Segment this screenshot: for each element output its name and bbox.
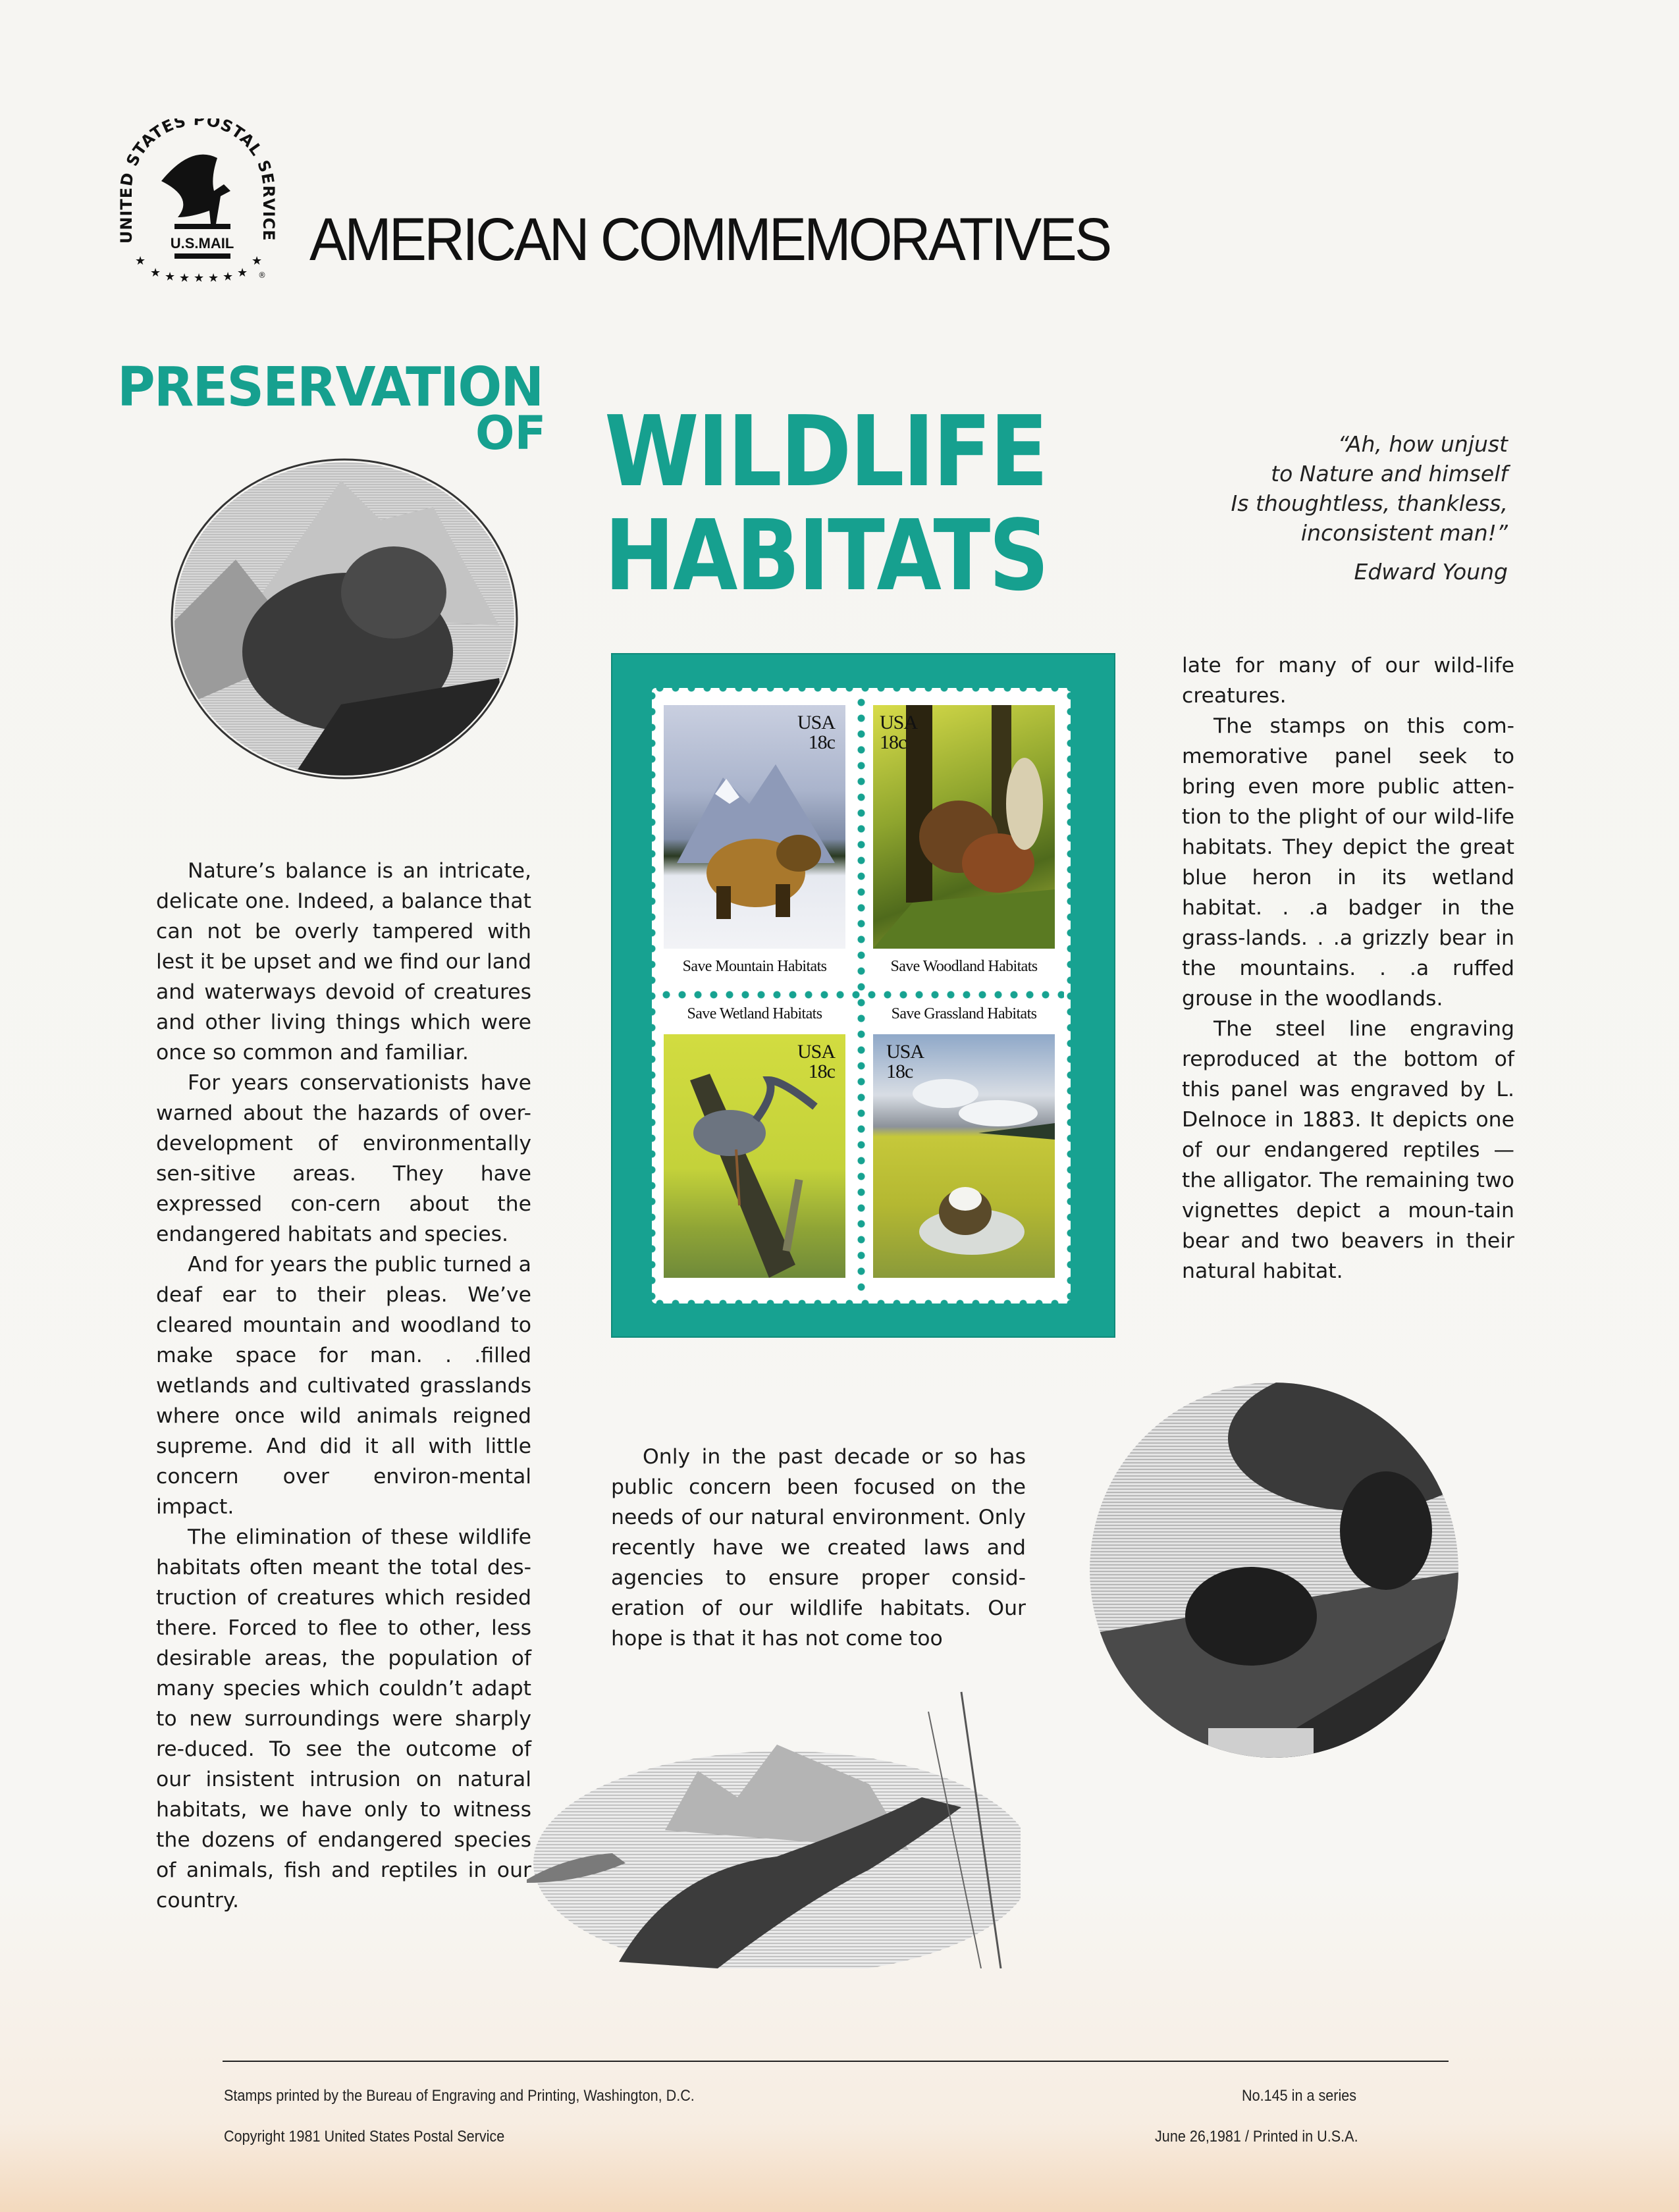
svg-text:★: ★: [223, 270, 234, 284]
mountain-bear-icon: [157, 454, 532, 783]
footer-issue-date: June 26,1981 / Printed in U.S.A.: [1155, 2128, 1358, 2146]
quote-line: inconsistent man!”: [1300, 520, 1508, 546]
title-line-preservation: PRESERVATION: [117, 356, 543, 419]
stamp-value: 18c: [808, 731, 835, 753]
series-title: AMERICAN COMMEMORATIVES: [309, 206, 1110, 273]
title-line-habitats: HABITATS: [604, 499, 1048, 612]
paragraph: And for years the public turned a deaf ear to their pleas. We’ve cleared mountain and woodland to make space for man. . .filled wetlands and cultivated grasslands where once wild animals reigned supreme. And did it all with little concern over environ-mental impact.: [156, 1253, 531, 1519]
stamp-grassland: [865, 1003, 1063, 1296]
svg-text:★: ★: [135, 254, 146, 268]
paragraph-continuation: late for many of our wild-life creatures.: [1182, 654, 1514, 708]
stamp-art-badger: [873, 1034, 1055, 1278]
quote-line: to Nature and himself: [1271, 461, 1508, 487]
paragraph: Nature’s balance is an intricate, delicate one. Indeed, a balance that can not be overly tampered with lest it be upset and we find our land and waterways devoid of creatures and other living things which were once so common and familiar.: [156, 859, 531, 1065]
title-line-wildlife: WILDLIFE: [604, 395, 1047, 508]
svg-text:★: ★: [208, 271, 219, 285]
stamp-country: USA: [880, 712, 918, 733]
usps-eagle-icon: [112, 118, 283, 290]
alligator-icon: [500, 1685, 1021, 1968]
stamp-art-bear: [664, 705, 845, 949]
stamp-mountain: [656, 693, 853, 986]
svg-text:★: ★: [150, 266, 161, 280]
body-text-right-column: [1182, 650, 1514, 1286]
paragraph: Only in the past decade or so has public concern been focused on the needs of our natural environment. Only recently have we created laws and agencies to ensure proper consid-eration of our wildlife habitats. Our hope is that it has not come too: [611, 1445, 1026, 1650]
stamp-value: 18c: [880, 731, 907, 753]
footer-series-number: No.145 in a series: [1242, 2087, 1357, 2105]
bear-engraving-image: [157, 454, 532, 783]
stamp-caption: Save Mountain Habitats: [682, 958, 827, 975]
body-text-left-column: [156, 856, 531, 1916]
footer-printed-by: Stamps printed by the Bureau of Engraving and Printing, Washington, D.C.: [224, 2087, 695, 2105]
svg-text:★: ★: [252, 254, 263, 268]
usps-logo: [112, 118, 283, 290]
svg-text:★: ★: [165, 270, 176, 284]
paragraph: The steel line engraving reproduced at the bottom of this panel was engraved by L. Delnoce in 1883. It depicts one of our endangered reptiles —the alligator. The remaining two vignettes depict a moun-tain bear and two beavers in their natural habitat.: [1182, 1017, 1514, 1283]
stamp-caption: Save Wetland Habitats: [687, 1005, 822, 1022]
stamp-value: 18c: [886, 1061, 913, 1082]
paragraph: The elimination of these wildlife habitats often meant the total des-truction of creatures which resided there. Forced to flee to other, less desirable areas, the population of many species which couldn’t adapt to new surroundings were sharply re-duced. To see the outcome of our insistent intrusion on natural habitats, we have only to witness the dozens of endangered species of animals, fish and reptiles in our country.: [156, 1525, 531, 1912]
alligator-engraving-image: [500, 1685, 1021, 1968]
quote-author: Edward Young: [1354, 559, 1508, 585]
stamp-country: USA: [886, 1041, 924, 1063]
paragraph: The stamps on this com-memorative panel seek to bring even more public atten-tion to the plight of our wild-life habitats. They depict the great blue heron in its wetland habitat. . .a badger in the grass-lands. . .a grizzly bear in the mountains. . .a ruffed grouse in the woodlands.: [1182, 714, 1514, 1011]
stamp-country: USA: [797, 1041, 835, 1063]
body-text-middle-column: [611, 1442, 1026, 1654]
stamp-caption: Save Grassland Habitats: [891, 1005, 1037, 1022]
beaver-icon: [1077, 1373, 1472, 1768]
logo-arc-text: UNITED STATES POSTAL SERVICE: [117, 118, 278, 244]
svg-text:★: ★: [179, 271, 190, 285]
footer-divider: [223, 2061, 1449, 2062]
svg-text:★: ★: [194, 271, 205, 285]
title-line-of: OF: [475, 406, 546, 460]
beavers-engraving-image: [1077, 1373, 1472, 1768]
footer-copyright: Copyright 1981 United States Postal Service: [224, 2128, 505, 2146]
stamp-block-of-four: [652, 688, 1071, 1304]
stamp-art-heron: [664, 1034, 845, 1278]
stamp-art-grouse: [873, 705, 1055, 949]
paragraph: For years conservationists have warned about the hazards of over-development of environmentally sen-sitive areas. They have expressed con-cern about the endangered habitats and species.: [156, 1071, 531, 1246]
stamp-caption: Save Woodland Habitats: [890, 958, 1038, 975]
stamp-wetland: [656, 1003, 853, 1296]
quote-line: “Ah, how unjust: [1337, 431, 1508, 457]
epigraph-quote: [1093, 429, 1508, 587]
logo-badge-text: U.S.MAIL: [170, 235, 234, 251]
svg-text:★: ★: [237, 266, 248, 280]
registered-mark: ®: [258, 271, 266, 280]
quote-line: Is thoughtless, thankless,: [1231, 490, 1508, 516]
stamp-woodland: [865, 693, 1063, 986]
stamp-country: USA: [797, 712, 835, 733]
stamp-value: 18c: [808, 1061, 835, 1082]
